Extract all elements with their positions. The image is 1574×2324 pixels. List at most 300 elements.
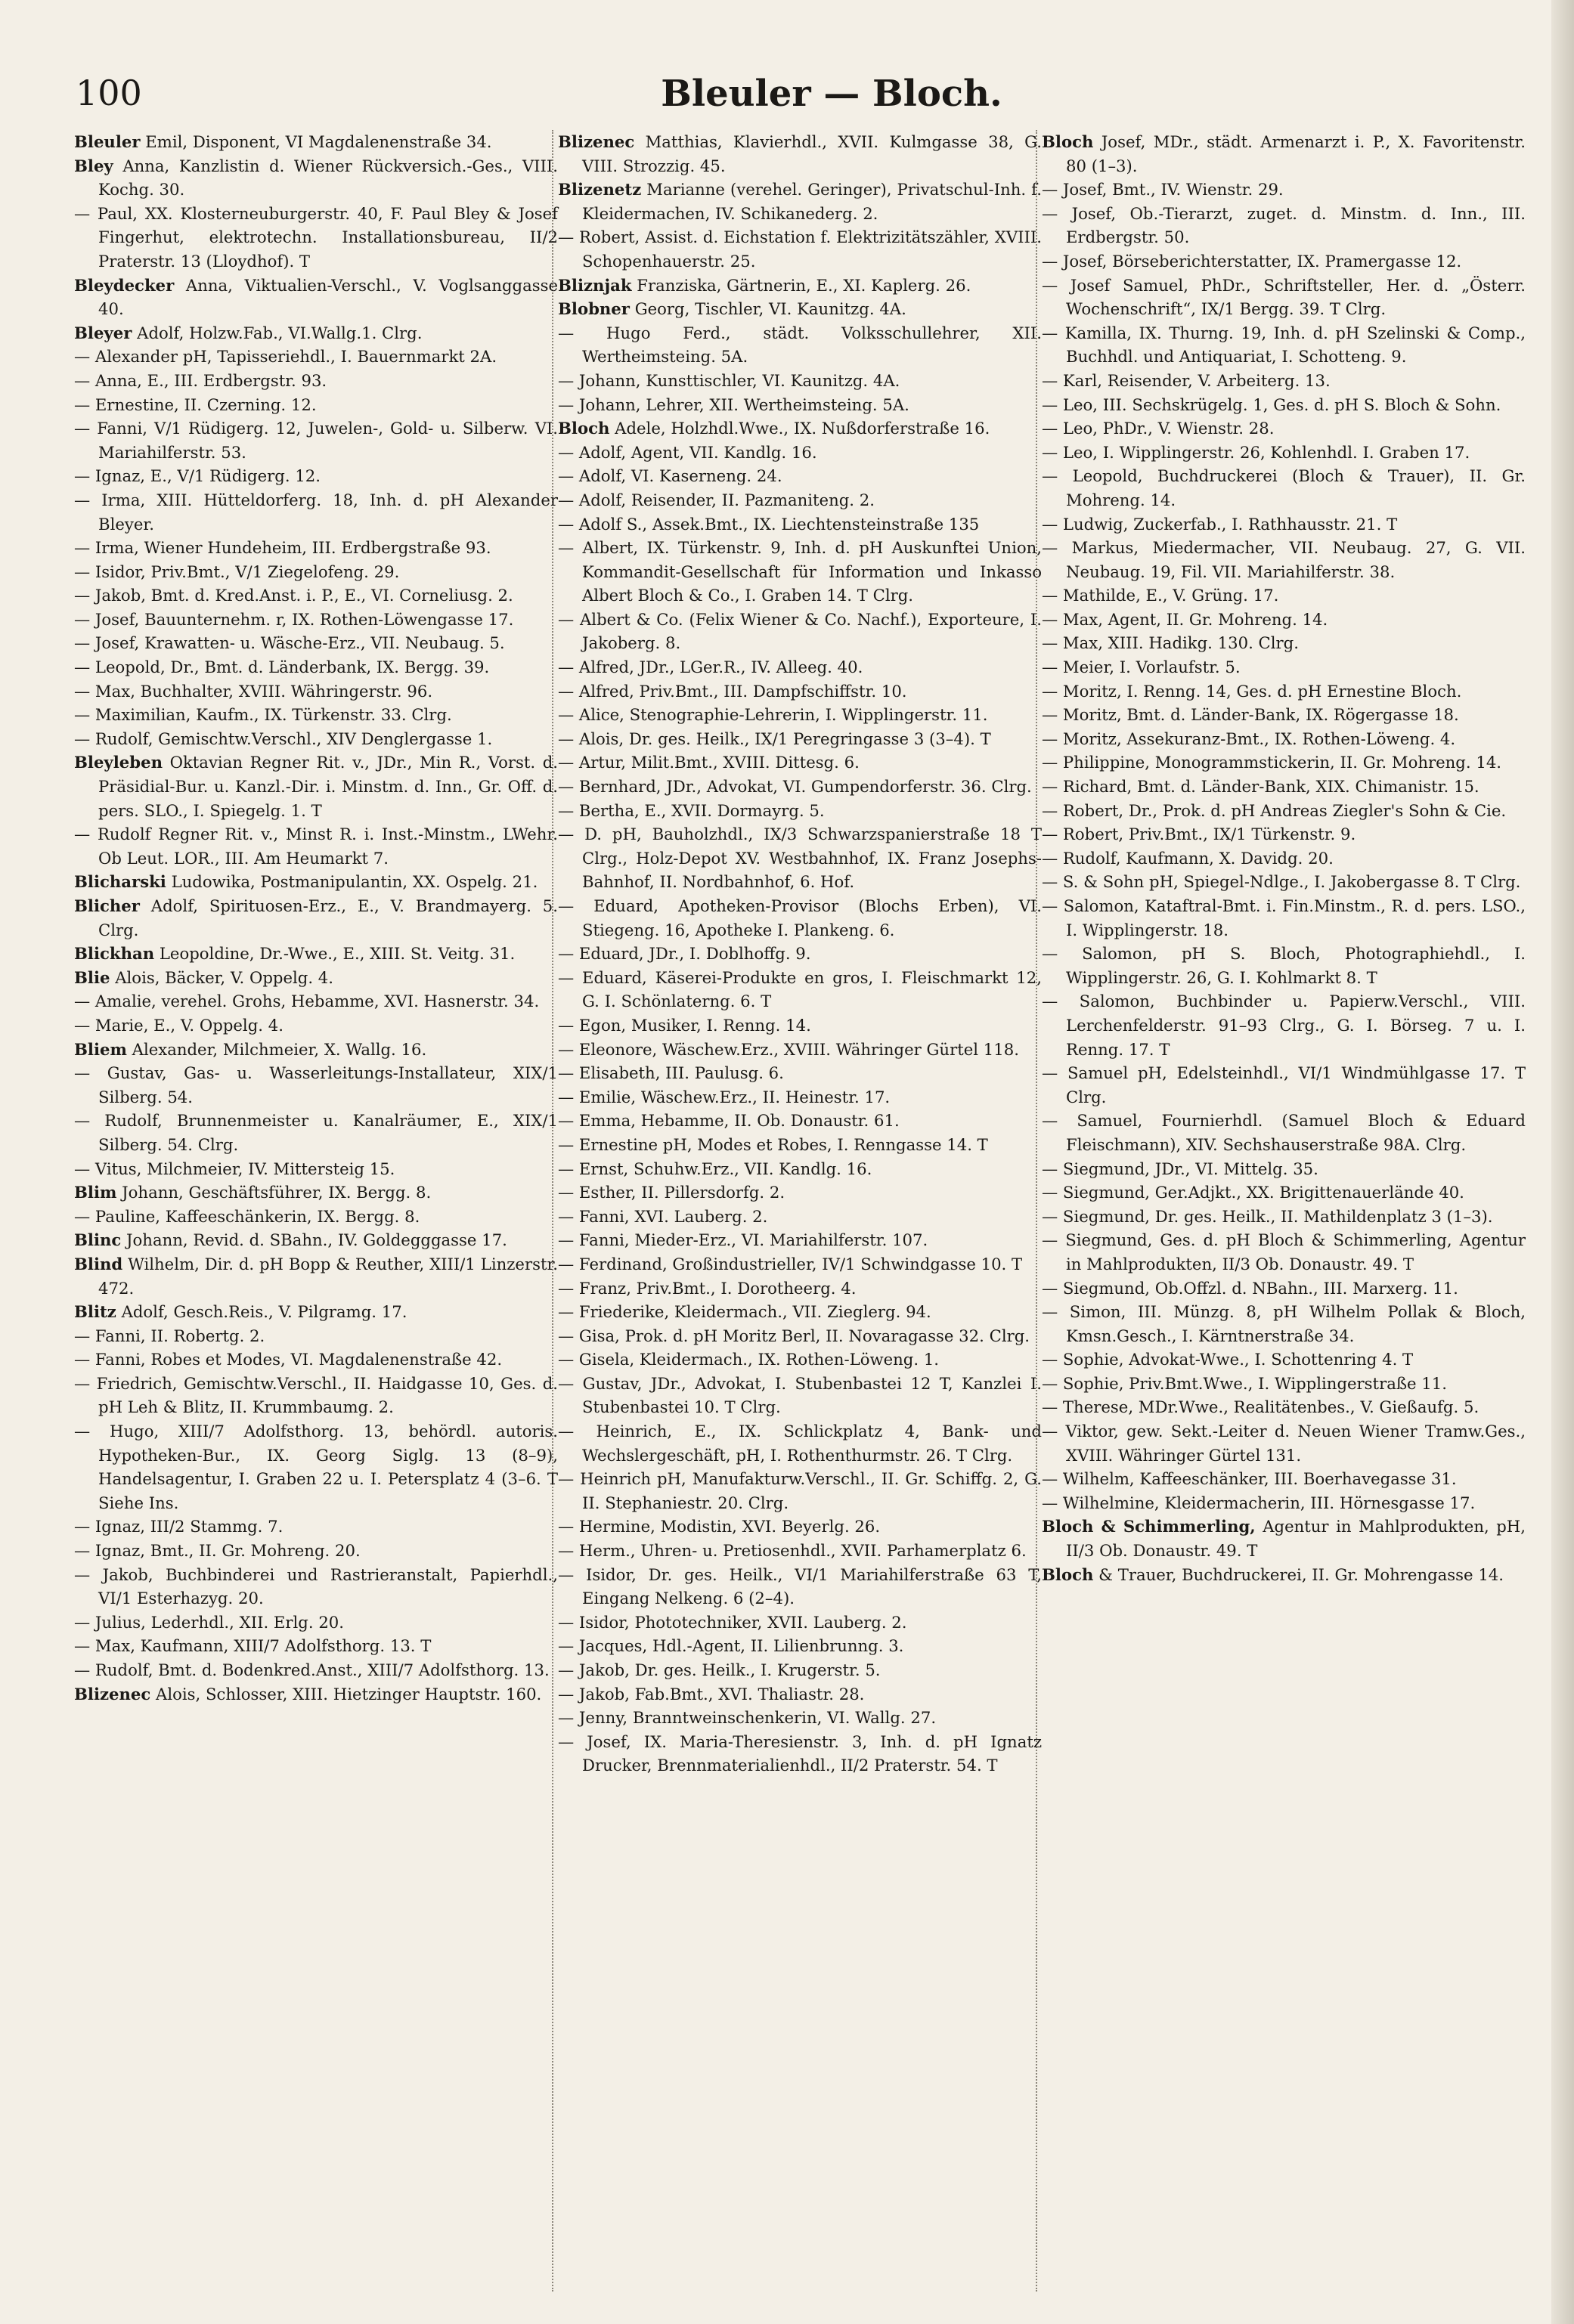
directory-entry bbox=[558, 1276, 1042, 1301]
entry-text: — Egon, Musiker, I. Renng. 14. bbox=[558, 1015, 811, 1035]
page-edge bbox=[1551, 0, 1574, 2324]
entry-text: Anna, Kanzlistin d. Wiener Rückversich.-Ges., VIII. Kochg. 30. bbox=[98, 156, 558, 200]
entry-text: — Leo, PhDr., V. Wienstr. 28. bbox=[1042, 419, 1275, 438]
entry-text: Adolf, Spirituosen-Erz., E., V. Brandmayerg. 5. Clrg. bbox=[98, 896, 558, 939]
directory-entry bbox=[1042, 870, 1526, 894]
entry-text: Georg, Tischler, VI. Kaunitzg. 4A. bbox=[629, 299, 906, 319]
directory-entry bbox=[1042, 536, 1526, 583]
directory-entry bbox=[558, 1348, 1042, 1372]
directory-entry bbox=[558, 1109, 1042, 1133]
entry-surname: Bleyer bbox=[74, 323, 132, 342]
directory-entry bbox=[74, 1563, 558, 1611]
directory-entry bbox=[1042, 942, 1526, 989]
directory-entry bbox=[1042, 1372, 1526, 1396]
entry-text: Alois, Schlosser, XIII. Hietzinger Hauptstr. 160. bbox=[150, 1684, 542, 1704]
entry-text: — Markus, Miedermacher, VII. Neubaug. 27, G. VII. Neubaug. 19, Fil. VII. Mariahilferstr. 38. bbox=[1042, 538, 1526, 581]
directory-entry bbox=[558, 1085, 1042, 1109]
directory-entry bbox=[558, 369, 1042, 393]
entry-text: — Heinrich pH, Manufakturw.Verschl., II. Gr. Schiffg. 2, G. II. Stephaniestr. 20. Clrg. bbox=[558, 1469, 1042, 1512]
entry-text: Alexander, Milchmeier, X. Wallg. 16. bbox=[126, 1039, 427, 1059]
entry-text: Marianne (verehel. Geringer), Privatschul-Inh. f. Kleidermachen, IV. Schikanederg. 2. bbox=[582, 180, 1042, 223]
entry-text: — Siegmund, JDr., VI. Mittelg. 35. bbox=[1042, 1159, 1318, 1178]
directory-entry bbox=[1042, 202, 1526, 249]
entry-text: — Ignaz, Bmt., II. Gr. Mohreng. 20. bbox=[74, 1541, 361, 1561]
entry-text: Anna, Viktualien-Verschl., V. Voglsanggasse 40. bbox=[98, 275, 558, 319]
entry-text: — Philippine, Monogrammstickerin, II. Gr. Mohreng. 14. bbox=[1042, 753, 1502, 772]
entry-surname: Blim bbox=[74, 1183, 117, 1202]
entry-text: — Rudolf, Brunnenmeister u. Kanalräumer, E., XIX/1 Silberg. 54. Clrg. bbox=[74, 1111, 558, 1154]
directory-entry bbox=[74, 416, 558, 464]
entry-text: — Ernst, Schuhw.Erz., VII. Kandlg. 16. bbox=[558, 1159, 872, 1178]
entry-text: — Kamilla, IX. Thurng. 19, Inh. d. pH Szelinski & Comp., Buchhdl. und Antiquariat, I. Schotteng. 9. bbox=[1042, 323, 1526, 367]
entry-text: — Rudolf, Gemischtw.Verschl., XIV Denglergasse 1. bbox=[74, 729, 493, 748]
entry-text: — Ernestine, II. Czerning. 12. bbox=[74, 395, 317, 414]
entry-text: — Johann, Kunsttischler, VI. Kaunitzg. 4A. bbox=[558, 370, 900, 390]
directory-entry bbox=[74, 1038, 558, 1062]
directory-entry bbox=[558, 536, 1042, 608]
entry-text: — Friedrich, Gemischtw.Verschl., II. Haidgasse 10, Ges. d. pH Leh & Blitz, II. Krummbaumg. 2. bbox=[74, 1373, 558, 1417]
directory-entry bbox=[1042, 822, 1526, 846]
directory-entry bbox=[558, 488, 1042, 512]
directory-entry bbox=[1042, 1276, 1526, 1301]
directory-entry bbox=[1042, 464, 1526, 512]
entry-text: — Siegmund, Dr. ges. Heilk., II. Mathildenplatz 3 (1–3). bbox=[1042, 1206, 1493, 1226]
entry-text: — Artur, Milit.Bmt., XVIII. Dittesg. 6. bbox=[558, 753, 860, 772]
directory-entry bbox=[74, 583, 558, 608]
directory-entry bbox=[558, 966, 1042, 1013]
entry-text: — Rudolf, Bmt. d. Bodenkred.Anst., XIII/7 Adolfsthorg. 13. bbox=[74, 1660, 550, 1679]
entry-text: — Gustav, JDr., Advokat, I. Stubenbastei 12 T, Kanzlei I. Stubenbastei 10. T Clrg. bbox=[558, 1373, 1042, 1417]
entry-text: — Josef, Börseberichterstatter, IX. Pramergasse 12. bbox=[1042, 251, 1462, 271]
directory-entry bbox=[558, 297, 1042, 321]
entry-text: — Siegmund, Ges. d. pH Bloch & Schimmerling, Agentur in Mahlprodukten, II/3 Ob. Donaustr. 49. T bbox=[1042, 1230, 1526, 1273]
entry-text: — Albert, IX. Türkenstr. 9, Inh. d. pH Auskunftei Union, Kommandit-Gesellschaft für Information und Inkasso Albert Bloch & Co., I. Graben 14. T Clrg. bbox=[558, 538, 1042, 605]
directory-entry bbox=[558, 1300, 1042, 1324]
entry-text: — Meier, I. Vorlaufstr. 5. bbox=[1042, 658, 1241, 677]
entry-text: — Ludwig, Zuckerfab., I. Rathhausstr. 21. T bbox=[1042, 514, 1398, 534]
entry-text: — Jakob, Dr. ges. Heilk., I. Krugerstr. 5. bbox=[558, 1660, 881, 1679]
directory-entry bbox=[1042, 727, 1526, 751]
entry-text: — Franz, Priv.Bmt., I. Dorotheerg. 4. bbox=[558, 1278, 857, 1298]
entry-text: — Gisa, Prok. d. pH Moritz Berl, II. Novaragasse 32. Clrg. bbox=[558, 1326, 1030, 1345]
entry-text: — Salomon, Kataftral-Bmt. i. Fin.Minstm., R. d. pers. LSO., I. Wipplingerstr. 18. bbox=[1042, 896, 1526, 939]
entry-text: — Robert, Dr., Prok. d. pH Andreas Ziegler's Sohn & Cie. bbox=[1042, 800, 1507, 820]
entry-text: & Trauer, Buchdruckerei, II. Gr. Mohrengasse 14. bbox=[1093, 1564, 1504, 1584]
entry-text: — Josef Samuel, PhDr., Schriftsteller, Her. d. „Österr. Wochenschrift“, IX/1 Bergg. 39. T Clrg. bbox=[1042, 275, 1526, 319]
directory-entry bbox=[558, 1324, 1042, 1348]
entry-text: Matthias, Klavierhdl., XVII. Kulmgasse 38, G. VIII. Strozzig. 45. bbox=[582, 132, 1042, 175]
entry-surname: Blind bbox=[74, 1254, 123, 1273]
directory-entry bbox=[558, 727, 1042, 751]
directory-entry bbox=[558, 130, 1042, 178]
directory-entry bbox=[74, 750, 558, 822]
entry-text: — Alois, Dr. ges. Heilk., IX/1 Peregringasse 3 (3–4). T bbox=[558, 729, 991, 748]
directory-entry bbox=[558, 1611, 1042, 1635]
directory-entry bbox=[1042, 608, 1526, 632]
entry-text: — Hugo Ferd., städt. Volksschullehrer, XII. Wertheimsteing. 5A. bbox=[558, 323, 1042, 367]
directory-entry bbox=[558, 1205, 1042, 1229]
directory-entry bbox=[558, 1228, 1042, 1252]
entry-text: — Isidor, Phototechniker, XVII. Lauberg. 2. bbox=[558, 1612, 907, 1632]
entry-text: — Alexander pH, Tapisseriehdl., I. Bauernmarkt 2A. bbox=[74, 347, 497, 367]
directory-entry bbox=[74, 655, 558, 679]
entry-surname: Bliem bbox=[74, 1039, 127, 1059]
directory-entry bbox=[1042, 750, 1526, 775]
directory-entry bbox=[1042, 1515, 1526, 1562]
directory-entry bbox=[74, 274, 558, 321]
directory-entry bbox=[74, 1109, 558, 1156]
directory-entry bbox=[1042, 1419, 1526, 1467]
entry-surname: Blicharski bbox=[74, 872, 166, 892]
entry-text: — Alfred, JDr., LGer.R., IV. Alleeg. 40. bbox=[558, 658, 863, 677]
directory-entry bbox=[558, 822, 1042, 894]
entry-surname: Bloch & Schimmerling, bbox=[1042, 1517, 1256, 1536]
entry-text: Ludowika, Postmanipulantin, XX. Ospelg. 21. bbox=[166, 872, 538, 892]
entry-text: — Sophie, Advokat-Wwe., I. Schottenring 4. T bbox=[1042, 1350, 1414, 1369]
directory-entry bbox=[558, 464, 1042, 488]
entry-text: — Leo, I. Wipplingerstr. 26, Kohlenhdl. I. Graben 17. bbox=[1042, 442, 1470, 462]
entry-text: — Josef, IX. Maria-Theresienstr. 3, Inh. d. pH Ignatz Drucker, Brennmaterialienhdl., II/2 Praterstr. 54. T bbox=[558, 1731, 1042, 1775]
entry-surname: Blizenec bbox=[558, 132, 635, 151]
directory-entry bbox=[558, 1706, 1042, 1730]
directory-entry bbox=[558, 1252, 1042, 1276]
entry-surname: Blicher bbox=[74, 896, 140, 915]
entry-text: — Bertha, E., XVII. Dormayrg. 5. bbox=[558, 800, 825, 820]
entry-text: — Salomon, Buchbinder u. Papierw.Verschl., VIII. Lerchenfelderstr. 91–93 Clrg., G. I. Börseg. 7 u. I. Renng. 17. T bbox=[1042, 992, 1526, 1059]
entry-text: — Gustav, Gas- u. Wasserleitungs-Installateur, XIX/1 Silberg. 54. bbox=[74, 1063, 558, 1106]
directory-entry bbox=[558, 1682, 1042, 1707]
entry-text: — Alfred, Priv.Bmt., III. Dampfschiffstr. 10. bbox=[558, 681, 907, 701]
directory-entry bbox=[74, 154, 558, 202]
entry-text: — Adolf S., Assek.Bmt., IX. Liechtensteinstraße 135 bbox=[558, 514, 980, 534]
directory-entry bbox=[1042, 369, 1526, 393]
directory-entry bbox=[74, 727, 558, 751]
entry-text: Oktavian Regner Rit. v., JDr., Min R., Vorst. d. Präsidial-Bur. u. Kanzl.-Dir. i. Minstm. d. Inn., Gr. Off. d. pers. SLO., I. Spiegelg. 1. T bbox=[98, 753, 558, 820]
entry-text: — S. & Sohn pH, Spiegel-Ndlge., I. Jakobergasse 8. T Clrg. bbox=[1042, 872, 1521, 892]
entry-surname: Bleuler bbox=[74, 132, 141, 151]
directory-entry bbox=[74, 1300, 558, 1324]
entry-text: — Siegmund, Ob.Offzl. d. NBahn., III. Marxerg. 11. bbox=[1042, 1278, 1458, 1298]
entry-text: — Maximilian, Kaufm., IX. Türkenstr. 33. Clrg. bbox=[74, 705, 452, 725]
directory-entry bbox=[74, 202, 558, 274]
entry-text: — Robert, Priv.Bmt., IX/1 Türkenstr. 9. bbox=[1042, 825, 1356, 844]
entry-text: — D. pH, Bauholzhdl., IX/3 Schwarzspanierstraße 18 T Clrg., Holz-Depot XV. Westbahnhof, IX. Franz Josephs-Bahnhof, II. Nordbahnhof, 6. Hof. bbox=[558, 825, 1042, 892]
directory-entry bbox=[1042, 1157, 1526, 1181]
entry-text: Alois, Bäcker, V. Oppelg. 4. bbox=[110, 967, 334, 987]
directory-entry bbox=[558, 1563, 1042, 1611]
directory-entry bbox=[1042, 1061, 1526, 1109]
entry-text: — Isidor, Priv.Bmt., V/1 Ziegelofeng. 29. bbox=[74, 562, 400, 581]
page-number: 100 bbox=[76, 73, 142, 113]
directory-entry bbox=[74, 1419, 558, 1515]
entry-text: — Adolf, VI. Kaserneng. 24. bbox=[558, 466, 782, 486]
directory-entry bbox=[1042, 679, 1526, 704]
entry-text: — Fanni, II. Robertg. 2. bbox=[74, 1326, 265, 1345]
column-1 bbox=[74, 130, 558, 1706]
entry-text: Adele, Holzhdl.Wwe., IX. Nußdorferstraße 16. bbox=[609, 419, 990, 438]
entry-text: — Adolf, Reisender, II. Pazmaniteng. 2. bbox=[558, 490, 875, 509]
entry-text: — Amalie, verehel. Grohs, Hebamme, XVI. Hasnerstr. 34. bbox=[74, 992, 540, 1011]
entry-text: — Therese, MDr.Wwe., Realitätenbes., V. Gießaufg. 5. bbox=[1042, 1397, 1479, 1417]
directory-entry bbox=[558, 1157, 1042, 1181]
entry-text: — Josef, Bauunternehm. r, IX. Rothen-Löwengasse 17. bbox=[74, 609, 514, 629]
directory-entry bbox=[74, 393, 558, 417]
entry-text: — Simon, III. Münzg. 8, pH Wilhelm Pollak & Bloch, Kmsn.Gesch., I. Kärntnerstraße 34. bbox=[1042, 1302, 1526, 1345]
directory-entry bbox=[74, 1181, 558, 1205]
directory-entry bbox=[74, 703, 558, 727]
entry-text: — Jakob, Fab.Bmt., XVI. Thaliastr. 28. bbox=[558, 1684, 865, 1704]
directory-entry bbox=[558, 393, 1042, 417]
directory-entry bbox=[1042, 321, 1526, 369]
directory-entry bbox=[74, 1252, 558, 1300]
entry-text: — Emma, Hebamme, II. Ob. Donaustr. 61. bbox=[558, 1111, 900, 1131]
entry-surname: Blizenetz bbox=[558, 180, 642, 200]
entry-text: — Eduard, Käserei-Produkte en gros, I. Fleischmarkt 12, G. I. Schönlaterng. 6. T bbox=[558, 967, 1042, 1011]
directory-entry bbox=[558, 1419, 1042, 1467]
directory-entry bbox=[74, 631, 558, 655]
directory-entry bbox=[558, 1038, 1042, 1062]
entry-surname: Bloch bbox=[1042, 132, 1094, 151]
directory-entry bbox=[558, 775, 1042, 799]
directory-entry bbox=[558, 1133, 1042, 1157]
directory-entry bbox=[74, 1157, 558, 1181]
directory-entry bbox=[74, 870, 558, 894]
directory-entry bbox=[1042, 441, 1526, 465]
directory-entry bbox=[558, 1467, 1042, 1515]
entry-surname: Blickhan bbox=[74, 944, 155, 964]
directory-entry bbox=[1042, 1205, 1526, 1229]
directory-entry bbox=[74, 1682, 558, 1707]
entry-text: — Irma, Wiener Hundeheim, III. Erdbergstraße 93. bbox=[74, 538, 491, 558]
running-head: Bleuler — Bloch. bbox=[661, 73, 1002, 115]
entry-text: — Fanni, Mieder-Erz., VI. Mariahilferstr. 107. bbox=[558, 1230, 928, 1250]
entry-text: — Rudolf, Kaufmann, X. Davidg. 20. bbox=[1042, 848, 1334, 868]
entry-text: — Leo, III. Sechskrügelg. 1, Ges. d. pH S. Bloch & Sohn. bbox=[1042, 395, 1501, 414]
entry-text: Adolf, Gesch.Reis., V. Pilgramg. 17. bbox=[116, 1302, 407, 1322]
entry-text: — Adolf, Agent, VII. Kandlg. 16. bbox=[558, 442, 817, 462]
entry-text: — Ignaz, III/2 Stammg. 7. bbox=[74, 1517, 284, 1536]
entry-surname: Bley bbox=[74, 156, 113, 175]
directory-entry bbox=[1042, 1395, 1526, 1419]
entry-surname: Blizenec bbox=[74, 1684, 151, 1704]
entry-text: — Samuel pH, Edelsteinhdl., VI/1 Windmühlgasse 17. T Clrg. bbox=[1042, 1063, 1526, 1106]
entry-surname: Bleyleben bbox=[74, 753, 163, 772]
entry-text: — Elisabeth, III. Paulusg. 6. bbox=[558, 1063, 784, 1083]
directory-entry bbox=[1042, 1491, 1526, 1515]
entry-text: — Leopold, Buchdruckerei (Bloch & Trauer), II. Gr. Mohreng. 14. bbox=[1042, 466, 1526, 509]
directory-entry bbox=[558, 512, 1042, 537]
entry-text: — Sophie, Priv.Bmt.Wwe., I. Wipplingerstraße 11. bbox=[1042, 1373, 1447, 1393]
directory-entry bbox=[1042, 1228, 1526, 1276]
directory-entry bbox=[558, 441, 1042, 465]
directory-entry bbox=[74, 464, 558, 488]
entry-text: — Herm., Uhren- u. Pretiosenhdl., XVII. Parhamerplatz 6. bbox=[558, 1541, 1027, 1561]
directory-entry bbox=[1042, 799, 1526, 823]
directory-entry bbox=[558, 655, 1042, 679]
directory-entry bbox=[1042, 775, 1526, 799]
directory-entry bbox=[558, 416, 1042, 441]
entry-surname: Blinc bbox=[74, 1230, 122, 1250]
entry-surname: Bloch bbox=[1042, 1564, 1094, 1584]
directory-entry bbox=[74, 894, 558, 942]
entry-surname: Blobner bbox=[558, 299, 630, 319]
directory-entry bbox=[1042, 178, 1526, 202]
directory-entry bbox=[558, 608, 1042, 655]
entry-text: — Anna, E., III. Erdbergstr. 93. bbox=[74, 370, 327, 390]
entry-text: — Wilhelm, Kaffeeschänker, III. Boerhavegasse 31. bbox=[1042, 1469, 1457, 1489]
entry-text: — Paul, XX. Klosterneuburgerstr. 40, F. Paul Bley & Josef Fingerhut, elektrotechn. Installationsbureau, II/2 Praterstr. 13 (Lloydhof). T bbox=[74, 203, 558, 271]
entry-text: — Friederike, Kleidermach., VII. Zieglerg. 94. bbox=[558, 1302, 931, 1322]
entry-text: — Marie, E., V. Oppelg. 4. bbox=[74, 1015, 284, 1035]
entry-text: — Ernestine pH, Modes et Robes, I. Renngasse 14. T bbox=[558, 1134, 988, 1154]
directory-entry bbox=[74, 822, 558, 870]
directory-entry bbox=[558, 750, 1042, 775]
directory-entry bbox=[1042, 583, 1526, 608]
entry-text: — Eleonore, Wäschew.Erz., XVIII. Währinger Gürtel 118. bbox=[558, 1039, 1019, 1059]
directory-entry bbox=[558, 321, 1042, 369]
directory-entry bbox=[558, 703, 1042, 727]
entry-text: Emil, Disponent, VI Magdalenenstraße 34. bbox=[140, 132, 492, 151]
directory-entry bbox=[74, 130, 558, 154]
directory-entry bbox=[558, 178, 1042, 225]
directory-entry bbox=[558, 679, 1042, 704]
directory-entry bbox=[74, 321, 558, 345]
directory-entry bbox=[74, 1372, 558, 1419]
directory-entry bbox=[1042, 703, 1526, 727]
directory-entry bbox=[1042, 249, 1526, 274]
entry-text: — Alice, Stenographie-Lehrerin, I. Wipplingerstr. 11. bbox=[558, 705, 988, 725]
entry-text: — Jakob, Buchbinderei und Rastrieranstalt, Papierhdl., VI/1 Esterhazyg. 20. bbox=[74, 1564, 558, 1608]
entry-text: — Wilhelmine, Kleidermacherin, III. Hörnesgasse 17. bbox=[1042, 1493, 1476, 1512]
directory-entry bbox=[558, 1634, 1042, 1658]
entry-text: — Johann, Lehrer, XII. Wertheimsteing. 5A. bbox=[558, 395, 909, 414]
entry-text: — Irma, XIII. Hütteldorferg. 18, Inh. d. pH Alexander Bleyer. bbox=[74, 490, 558, 534]
directory-entry bbox=[74, 560, 558, 584]
entry-text: — Max, Buchhalter, XVIII. Währingerstr. 96. bbox=[74, 681, 433, 701]
directory-entry bbox=[1042, 512, 1526, 537]
directory-entry bbox=[74, 369, 558, 393]
directory-entry bbox=[1042, 631, 1526, 655]
entry-text: Adolf, Holzw.Fab., VI.Wallg.1. Clrg. bbox=[132, 323, 423, 342]
entry-text: — Gisela, Kleidermach., IX. Rothen-Löweng. 1. bbox=[558, 1350, 940, 1369]
directory-entry bbox=[1042, 130, 1526, 178]
directory-entry bbox=[1042, 1467, 1526, 1491]
entry-text: — Siegmund, Ger.Adjkt., XX. Brigittenauerlände 40. bbox=[1042, 1183, 1464, 1202]
entry-text: — Eduard, Apotheken-Provisor (Blochs Erben), VI. Stiegeng. 16, Apotheke I. Plankeng. 6. bbox=[558, 896, 1042, 939]
entry-text: — Max, Kaufmann, XIII/7 Adolfsthorg. 13. T bbox=[74, 1636, 432, 1656]
entry-text: Agentur in Mahlprodukten, pH, II/3 Ob. Donaustr. 49. T bbox=[1066, 1517, 1526, 1561]
entry-text: — Esther, II. Pillersdorfg. 2. bbox=[558, 1183, 785, 1202]
directory-entry bbox=[558, 894, 1042, 942]
entry-text: — Eduard, JDr., I. Doblhoffg. 9. bbox=[558, 944, 811, 964]
column-3 bbox=[1042, 130, 1526, 1586]
directory-entry bbox=[558, 942, 1042, 966]
entry-surname: Bleydecker bbox=[74, 275, 175, 295]
entry-text: — Fanni, Robes et Modes, VI. Magdalenenstraße 42. bbox=[74, 1350, 503, 1369]
entry-text: — Ferdinand, Großindustrieller, IV/1 Schwindgasse 10. T bbox=[558, 1254, 1023, 1273]
directory-entry bbox=[1042, 655, 1526, 679]
directory-entry bbox=[1042, 894, 1526, 942]
directory-entry bbox=[74, 1658, 558, 1682]
entry-surname: Blie bbox=[74, 967, 110, 987]
entry-text: — Jacques, Hdl.-Agent, II. Lilienbrunng. 3. bbox=[558, 1636, 904, 1656]
directory-entry bbox=[74, 1228, 558, 1252]
entry-text: — Moritz, I. Renng. 14, Ges. d. pH Ernestine Bloch. bbox=[1042, 681, 1462, 701]
entry-text: — Jenny, Branntweinschenkerin, VI. Wallg. 27. bbox=[558, 1708, 937, 1728]
entry-text: Wilhelm, Dir. d. pH Bopp & Reuther, XIII/1 Linzerstr. 472. bbox=[98, 1254, 558, 1298]
directory-entry bbox=[1042, 989, 1526, 1061]
entry-text: — Josef, Ob.-Tierarzt, zuget. d. Minstm. d. Inn., III. Erdbergstr. 50. bbox=[1042, 203, 1526, 247]
entry-text: — Fanni, XVI. Lauberg. 2. bbox=[558, 1206, 768, 1226]
directory-entry bbox=[74, 942, 558, 966]
entry-text: — Julius, Lederhdl., XII. Erlg. 20. bbox=[74, 1612, 345, 1632]
entry-text: — Hugo, XIII/7 Adolfsthorg. 13, behördl. autoris. Hypotheken-Bur., IX. Georg Siglg. 13 (8–9), Handelsagentur, I. Graben 22 u. I. Petersplatz 4 (3–6. T Siehe Ins. bbox=[74, 1422, 558, 1512]
directory-entry bbox=[558, 1658, 1042, 1682]
directory-entry bbox=[74, 345, 558, 369]
entry-text: — Karl, Reisender, V. Arbeiterg. 13. bbox=[1042, 370, 1331, 390]
directory-entry bbox=[74, 1205, 558, 1229]
entry-text: — Rudolf Regner Rit. v., Minst R. i. Inst.-Minstm., LWehr. Ob Leut. LOR., III. Am Heumarkt 7. bbox=[74, 825, 558, 868]
entry-text: — Leopold, Dr., Bmt. d. Länderbank, IX. Bergg. 39. bbox=[74, 658, 490, 677]
directory-entry bbox=[74, 1061, 558, 1109]
directory-entry bbox=[558, 1372, 1042, 1419]
entry-text: — Mathilde, E., V. Grüng. 17. bbox=[1042, 586, 1279, 605]
directory-entry bbox=[74, 1539, 558, 1563]
directory-entry bbox=[558, 274, 1042, 298]
directory-entry bbox=[74, 1634, 558, 1658]
directory-entry bbox=[74, 1611, 558, 1635]
directory-entry bbox=[1042, 1300, 1526, 1348]
directory-entry bbox=[74, 679, 558, 704]
entry-text: — Bernhard, JDr., Advokat, VI. Gumpendorferstr. 36. Clrg. bbox=[558, 777, 1032, 797]
directory-entry bbox=[558, 1539, 1042, 1563]
directory-entry bbox=[558, 799, 1042, 823]
page-header bbox=[76, 73, 1557, 119]
entry-text: — Emilie, Wäschew.Erz., II. Heinestr. 17. bbox=[558, 1087, 891, 1106]
entry-text: — Max, XIII. Hadikg. 130. Clrg. bbox=[1042, 633, 1299, 653]
directory-entry bbox=[74, 536, 558, 560]
entry-text: Franziska, Gärtnerin, E., XI. Kaplerg. 26. bbox=[631, 275, 971, 295]
directory-entry bbox=[1042, 1348, 1526, 1372]
entry-text: — Jakob, Bmt. d. Kred.Anst. i. P., E., VI. Corneliusg. 2. bbox=[74, 586, 513, 605]
entry-text: — Max, Agent, II. Gr. Mohreng. 14. bbox=[1042, 609, 1328, 629]
directory-entry bbox=[558, 1013, 1042, 1038]
entry-text: — Samuel, Fournierhdl. (Samuel Bloch & Eduard Fleischmann), XIV. Sechshauserstraße 98A. Clrg. bbox=[1042, 1111, 1526, 1154]
directory-entry bbox=[558, 225, 1042, 273]
entry-text: — Vitus, Milchmeier, IV. Mittersteig 15. bbox=[74, 1159, 395, 1178]
directory-entry bbox=[74, 966, 558, 990]
entry-text: — Richard, Bmt. d. Länder-Bank, XIX. Chimanistr. 15. bbox=[1042, 777, 1479, 797]
entry-surname: Bloch bbox=[558, 419, 610, 438]
directory-entry bbox=[1042, 1563, 1526, 1587]
entry-text: — Fanni, V/1 Rüdigerg. 12, Juwelen-, Gold- u. Silberw. VI. Mariahilferstr. 53. bbox=[74, 419, 558, 462]
entry-text: Leopoldine, Dr.-Wwe., E., XIII. St. Veitg. 31. bbox=[154, 944, 516, 964]
entry-text: — Viktor, gew. Sekt.-Leiter d. Neuen Wiener Tramw.Ges., XVIII. Währinger Gürtel 131. bbox=[1042, 1422, 1526, 1465]
entry-text: — Salomon, pH S. Bloch, Photographiehdl., I. Wipplingerstr. 26, G. I. Kohlmarkt 8. T bbox=[1042, 944, 1526, 987]
directory-entry bbox=[1042, 1109, 1526, 1156]
entry-text: — Hermine, Modistin, XVI. Beyerlg. 26. bbox=[558, 1517, 881, 1536]
entry-surname: Bliznjak bbox=[558, 275, 632, 295]
entry-text: — Albert & Co. (Felix Wiener & Co. Nachf.), Exporteure, I. Jakoberg. 8. bbox=[558, 609, 1042, 653]
directory-entry bbox=[558, 1730, 1042, 1778]
entry-text: Johann, Revid. d. SBahn., IV. Goldegggasse 17. bbox=[121, 1230, 507, 1250]
entry-text: Johann, Geschäftsführer, IX. Bergg. 8. bbox=[116, 1183, 432, 1202]
directory-entry bbox=[74, 1515, 558, 1539]
directory-entry bbox=[1042, 1181, 1526, 1205]
entry-text: — Moritz, Bmt. d. Länder-Bank, IX. Rögergasse 18. bbox=[1042, 705, 1459, 725]
entry-text: — Heinrich, E., IX. Schlickplatz 4, Bank- und Wechslergeschäft, pH, I. Rothenthurmstr. 26. T Clrg. bbox=[558, 1422, 1042, 1465]
entry-text: — Ignaz, E., V/1 Rüdigerg. 12. bbox=[74, 466, 321, 486]
